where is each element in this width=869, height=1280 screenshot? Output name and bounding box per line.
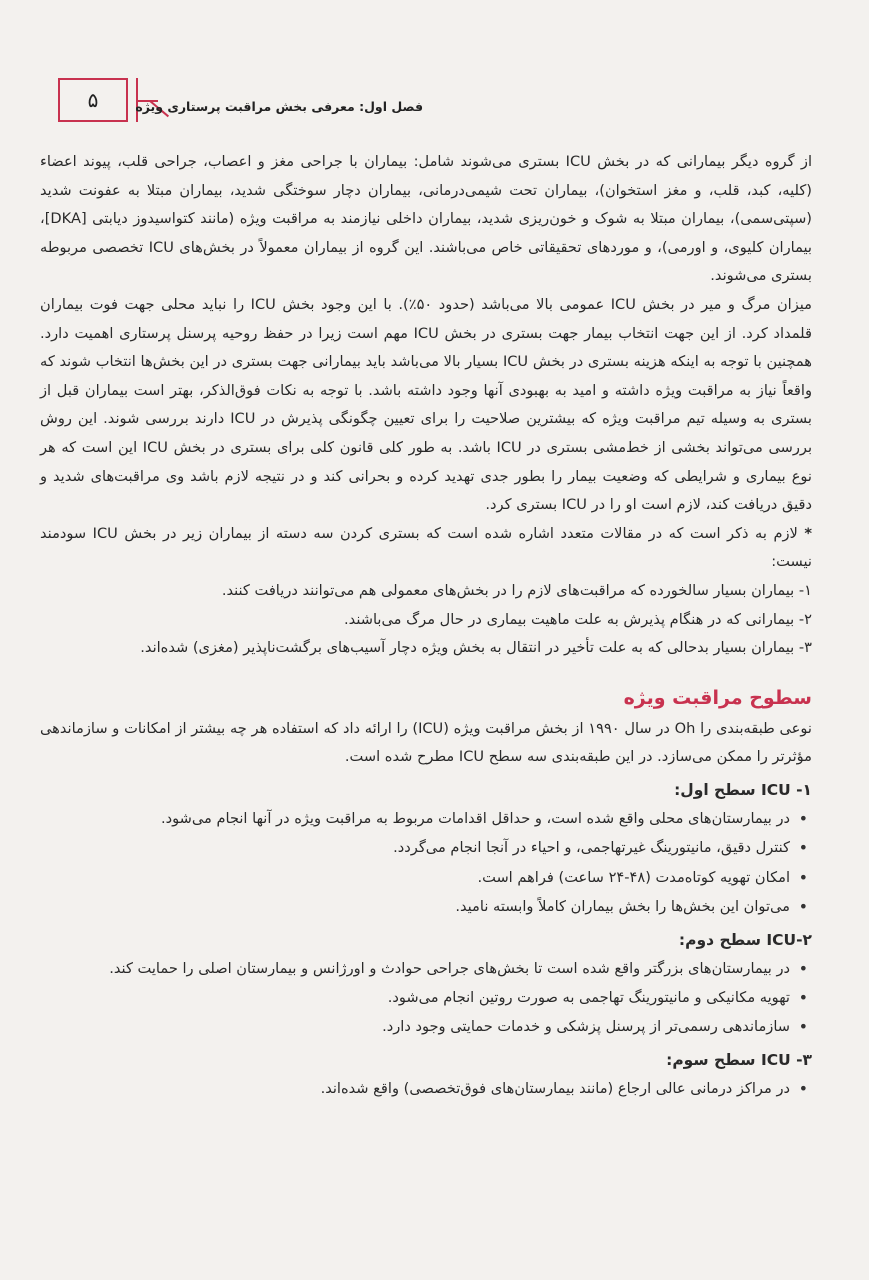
chapter-title: فصل اول: معرفی بخش مراقبت پرستاری ویژه [135,99,423,114]
note-item: ۳- بیماران بسیار بدحالی که به علت تأخیر در انتقال به بخش ویژه دچار آسیب‌های برگشت‌ناپذیر (مغزی) شده‌اند. [140,639,812,657]
note-text: لازم به ذکر است که در مقالات متعدد اشاره شده است که بستری کردن سه دسته از بیماران زیر در بخش ICU سودمند نیست: [40,524,812,571]
paragraph-mortality: میزان مرگ و میر در بخش ICU عمومی بالا می‌باشد (حدود ۵۰٪). با این وجود بخش ICU را نباید محلی جهت فوت بیماران قلمداد کرد. از این جهت انتخاب بیمار جهت بستری در بخش ICU مهم است زیرا در حفظ روحیه پرسنل پرستاری اهمیت دارد. همچنین با توجه به اینکه هزینه بستری در بخش ICU بسیار بالا می‌باشد باید بیمارانی جهت بستری در این بخش‌ها انتخاب شوند که واقعاً نیاز به مراقبت ویژه داشته و امید به بهبودی آنها وجود داشته باشد. با توجه به نکات فوق‌الذکر، بهتر است بیماران قبل از بستری به وسیله تیم مراقبت ویژه که بیشترین صلاحیت را برای تعیین چگونگی پذیرش در ICU دارند بررسی شوند. این روش بررسی می‌تواند بخشی از خط‌مشی بستری در ICU باشد. به طور کلی قانون کلی برای بستری در بخش ICU این است که هر نوع بیماری و شرایطی که وضعیت بیمار را بطور جدی تهدید کرده و بحرانی کند و در نتیجه لازم باشد وی مراقبت‌های شدید و دقیق دریافت کند، لازم است او را در ICU بستری کرد. [40,295,813,514]
section-intro: نوعی طبقه‌بندی را Oh در سال ۱۹۹۰ از بخش مراقبت ویژه (ICU) را ارائه داد که استفاده هر چه بیشتر از امکانات و سازماندهی مؤثرتر را ممکن می‌سازد. در این طبقه‌بندی سه سطح ICU مطرح شده است. [40,719,812,766]
list-item: • در مراکز درمانی عالی ارجاع (مانند بیمارستان‌های فوق‌تخصصی) واقع شده‌اند. [40,1074,812,1103]
level-1-list [40,804,812,922]
list-item: • امکان تهویه کوتاه‌مدت (۴۸-۲۴ ساعت) فراهم است. [40,863,812,892]
list-item: • در بیمارستان‌های بزرگتر واقع شده است تا بخش‌های جراحی حوادث و اورژانس و بیمارستان اصلی را حمایت کند. [40,954,812,983]
note-star: * [804,524,813,542]
page-body [40,148,812,1103]
note-paragraph [40,520,812,577]
page-number: ۵ [87,88,99,112]
level-3-heading: ۳- ICU سطح سوم: [666,1050,812,1069]
list-item: • می‌توان این بخش‌ها را بخش بیماران کاملاً وابسته نامید. [40,892,812,921]
section-title: سطوح مراقبت ویژه [623,686,812,709]
level-2-list [40,954,812,1042]
note-item: ۱- بیماران بسیار سالخورده که مراقبت‌های لازم را در بخش‌های معمولی هم می‌توانند دریافت کنند. [221,581,812,599]
level-2-heading: ICU-۲ سطح دوم: [678,930,812,949]
list-item: • سازماندهی رسمی‌تر از پرسنل پزشکی و خدمات حمایتی وجود دارد. [40,1012,812,1041]
level-1-heading: ICU -۱ سطح اول: [674,780,812,799]
paragraph-patient-groups: از گروه دیگر بیمارانی که در بخش ICU بستری می‌شوند شامل: بیماران با جراحی مغز و اعصاب، جراحی قلب، پیوند اعضاء (کلیه، کبد، قلب، و مغز استخوان)، بیماران تحت شیمی‌درمانی، بیماران دچار سوختگی شدید، بیماران مبتلا به عفونت شدید (سپتی‌سمی)، بیماران مبتلا به شوک و خون‌ریزی شدید، بیماران داخلی نیازمند به مراقبت ویژه (مانند کتواسیدوز دیابتی [DKA]، بیماران کلیوی، و اورمی)، و موردهای تحقیقاتی خاص می‌باشند. این گروه از بیماران معمولاً در بخش‌های ICU تخصصی مربوطه بستری می‌شوند. [40,153,812,285]
level-3-list [40,1074,812,1103]
note-list [40,577,812,663]
list-item: • کنترل دقیق، مانیتورینگ غیرتهاجمی، و احیاء در آنجا انجام می‌گردد. [40,833,812,862]
list-item: • تهویه مکانیکی و مانیتورینگ تهاجمی به صورت روتین انجام می‌شود. [40,983,812,1012]
list-item: • در بیمارستان‌های محلی واقع شده است، و حداقل اقدامات مربوط به مراقبت ویژه در آنها انجام می‌شود. [40,804,812,833]
note-item: ۲- بیمارانی که در هنگام پذیرش به علت ماهیت بیماری در حال مرگ می‌باشند. [344,610,812,628]
